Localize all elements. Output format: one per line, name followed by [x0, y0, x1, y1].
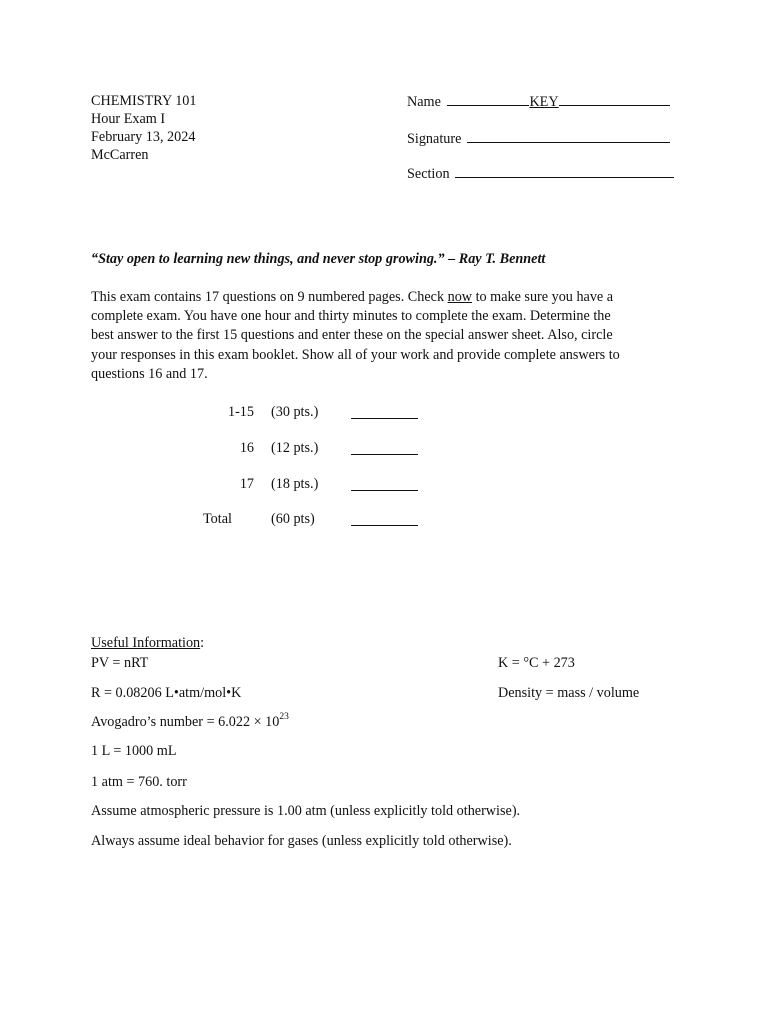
- course-title: CHEMISTRY 101: [91, 93, 197, 109]
- section-label: Section: [407, 166, 450, 182]
- avogadro-exponent: 23: [279, 712, 289, 723]
- instructions-line: questions 16 and 17.: [91, 365, 208, 382]
- instructions-line: your responses in this exam booklet. Show all of your work and provide complete answers to: [91, 346, 620, 363]
- conversion-liter: 1 L = 1000 mL: [91, 743, 177, 759]
- name-value: KEY: [529, 94, 559, 110]
- score-blank[interactable]: [351, 418, 418, 419]
- instructions-line: best answer to the first 15 questions and enter these on the special answer sheet. Also, circle: [91, 327, 613, 344]
- score-points: (30 pts.): [271, 404, 319, 420]
- score-label: 17: [239, 476, 254, 492]
- constant-r: R = 0.08206 L•atm/mol•K: [91, 685, 242, 701]
- name-field[interactable]: [407, 92, 670, 112]
- score-label: 1-15: [227, 404, 254, 420]
- name-label: Name: [407, 94, 441, 110]
- score-label: 16: [239, 440, 254, 456]
- now-emphasis: now: [447, 289, 473, 305]
- score-blank[interactable]: [351, 490, 418, 491]
- assumption-pressure: Assume atmospheric pressure is 1.00 atm (unless explicitly told otherwise).: [91, 803, 521, 819]
- score-blank[interactable]: [351, 525, 418, 526]
- instructor-name: McCarren: [91, 147, 149, 163]
- score-points: (12 pts.): [271, 440, 319, 456]
- score-points: (60 pts): [271, 511, 315, 527]
- useful-info-heading: Useful Information:: [91, 635, 205, 651]
- formula-density: Density = mass / volume: [498, 685, 640, 701]
- instructions-line: complete exam. You have one hour and thirty minutes to complete the exam. Determine the: [91, 308, 611, 325]
- score-blank[interactable]: [351, 454, 418, 455]
- assumption-ideal: Always assume ideal behavior for gases (unless explicitly told otherwise).: [91, 833, 512, 849]
- score-points: (18 pts.): [271, 476, 319, 492]
- score-label: Total: [203, 511, 232, 527]
- exam-date: February 13, 2024: [91, 129, 196, 145]
- motivational-quote: “Stay open to learning new things, and never stop growing.” – Ray T. Bennett: [91, 251, 546, 267]
- conversion-atm: 1 atm = 760. torr: [91, 774, 187, 790]
- formula-ideal-gas: PV = nRT: [91, 655, 149, 671]
- section-field[interactable]: [407, 164, 674, 184]
- instructions-line: This exam contains 17 questions on 9 numbered pages. Check now to make sure you have a: [91, 289, 614, 305]
- exam-title: Hour Exam I: [91, 111, 166, 127]
- signature-label: Signature: [407, 131, 462, 147]
- instructions-paragraph: [91, 288, 671, 384]
- constant-avogadro: Avogadro’s number = $6.022 \times 10^{23}$: [91, 712, 289, 730]
- exam-header: [91, 92, 197, 164]
- signature-field[interactable]: [407, 129, 670, 149]
- formula-kelvin: K = °C + 273: [498, 655, 575, 671]
